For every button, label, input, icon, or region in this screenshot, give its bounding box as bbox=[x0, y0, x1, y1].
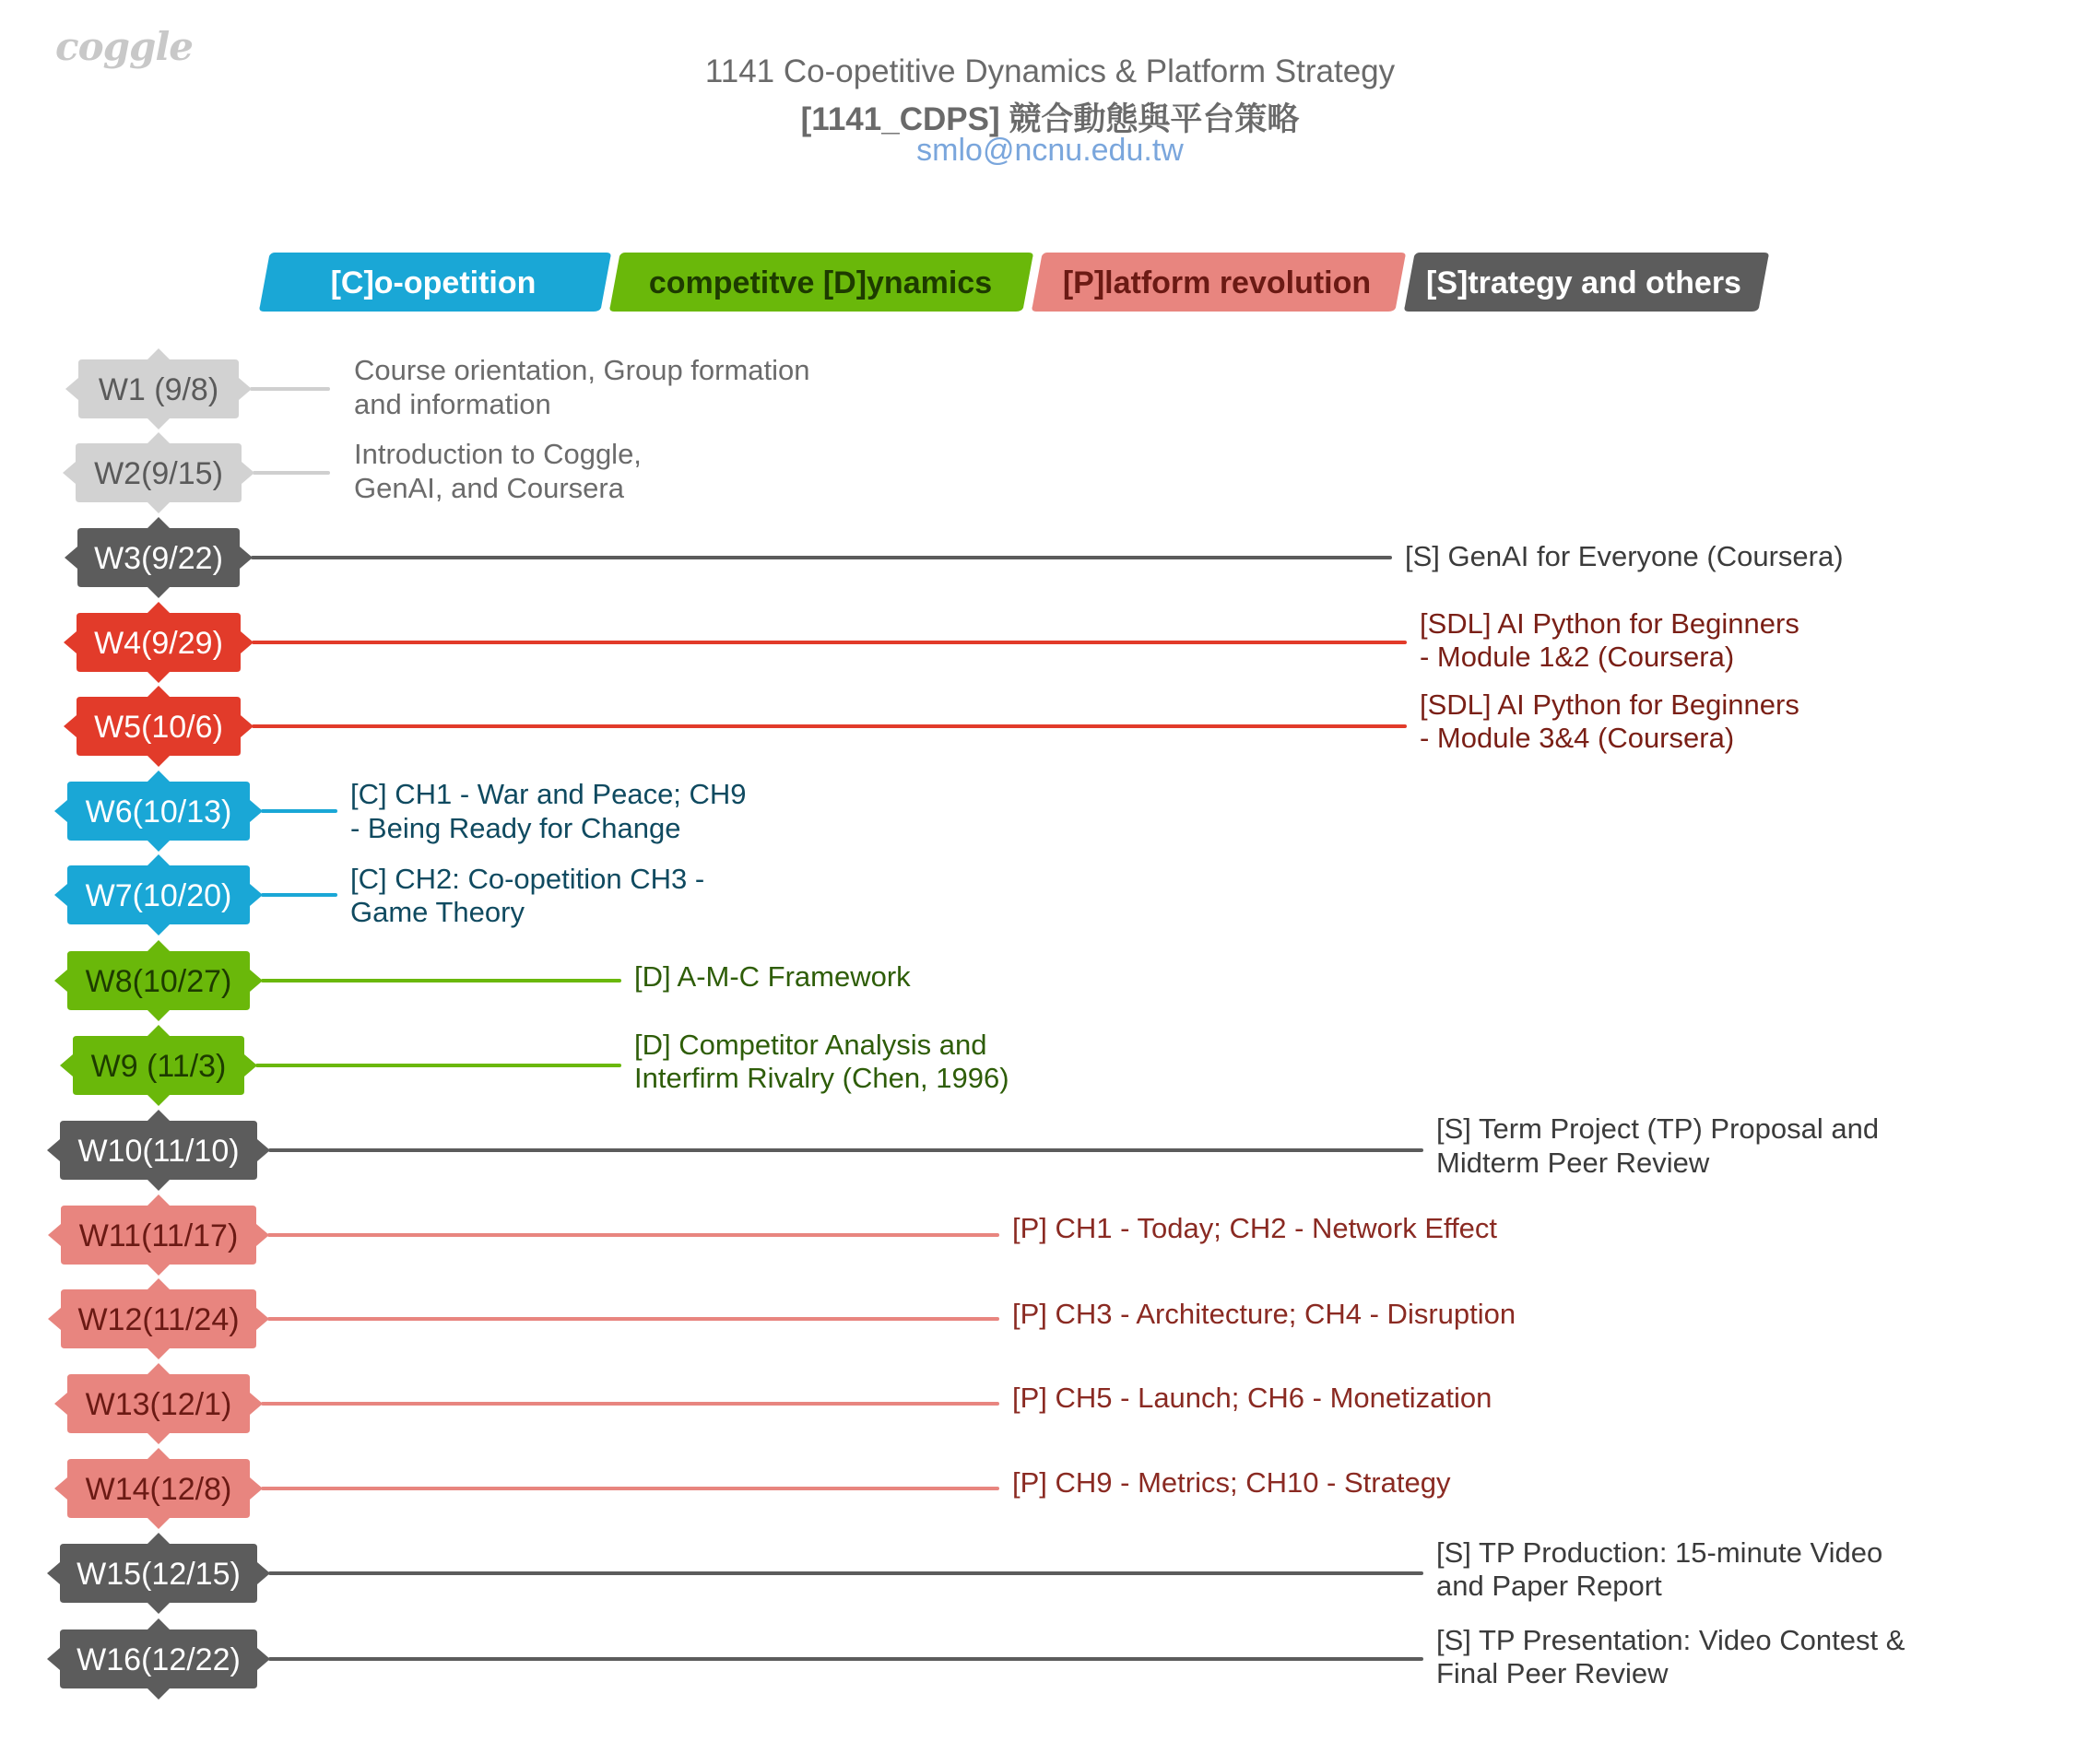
week-topic-text[interactable]: [S] Term Project (TP) Proposal and bbox=[1436, 1112, 1880, 1145]
week-topic-text[interactable]: - Being Ready for Change bbox=[350, 812, 681, 844]
week-topic-text[interactable]: GenAI, and Coursera bbox=[354, 472, 624, 504]
category-tab-label: [S]trategy and others bbox=[1426, 265, 1741, 300]
week-topic-text[interactable]: Interfirm Rivalry (Chen, 1996) bbox=[634, 1062, 1009, 1094]
week-node-2[interactable] bbox=[63, 432, 328, 513]
week-label: W14(12/8) bbox=[85, 1472, 232, 1507]
week-topic-text[interactable]: Game Theory bbox=[350, 896, 525, 928]
week-node-16[interactable] bbox=[47, 1618, 1422, 1700]
week-node-14[interactable] bbox=[54, 1448, 997, 1529]
category-tab-2[interactable] bbox=[1032, 253, 1406, 312]
category-tab-1[interactable] bbox=[610, 253, 1033, 312]
week-label: W16(12/22) bbox=[77, 1642, 241, 1677]
week-node-5[interactable] bbox=[64, 686, 1405, 767]
week-topic-text[interactable]: Midterm Peer Review bbox=[1436, 1147, 1710, 1179]
category-tab-0[interactable] bbox=[260, 253, 611, 312]
category-tab-label: [C]o-opetition bbox=[330, 265, 537, 300]
week-label: W12(11/24) bbox=[77, 1302, 240, 1337]
week-label: W4(9/29) bbox=[94, 626, 223, 661]
week-topic-text[interactable]: Introduction to Coggle, bbox=[354, 438, 642, 470]
week-node-4[interactable] bbox=[64, 602, 1405, 683]
week-node-6[interactable] bbox=[54, 771, 336, 852]
week-topic-text[interactable]: and information bbox=[354, 388, 551, 420]
week-topic-text[interactable]: [P] CH1 - Today; CH2 - Network Effect bbox=[1012, 1212, 1498, 1244]
week-node-8[interactable] bbox=[54, 940, 619, 1021]
map-title: 1141 Co-opetitive Dynamics & Platform Strategy bbox=[704, 53, 1396, 89]
week-topic-text[interactable]: [C] CH1 - War and Peace; CH9 bbox=[350, 778, 747, 810]
week-label: W6(10/13) bbox=[85, 794, 232, 829]
category-tab-3[interactable] bbox=[1405, 253, 1769, 312]
contact-email-link[interactable]: smlo@ncnu.edu.tw bbox=[916, 133, 1184, 168]
week-label: W9 (11/3) bbox=[90, 1049, 227, 1084]
week-label: W13(12/1) bbox=[85, 1387, 232, 1422]
week-node-9[interactable] bbox=[60, 1025, 619, 1106]
week-topic-text[interactable]: Final Peer Review bbox=[1436, 1657, 1669, 1689]
category-tab-label: [P]latform revolution bbox=[1062, 265, 1372, 300]
week-label: W5(10/6) bbox=[94, 710, 223, 745]
category-tab-label: competitve [D]ynamics bbox=[648, 265, 993, 300]
week-label: W11(11/17) bbox=[78, 1218, 239, 1253]
week-node-13[interactable] bbox=[54, 1363, 997, 1444]
week-label: W8(10/27) bbox=[85, 964, 232, 999]
week-topic-text[interactable]: [S] TP Production: 15-minute Video bbox=[1436, 1536, 1883, 1569]
week-topic-text[interactable]: and Paper Report bbox=[1436, 1570, 1662, 1602]
week-topic-text[interactable]: [SDL] AI Python for Beginners bbox=[1420, 607, 1799, 640]
week-node-7[interactable] bbox=[54, 854, 336, 935]
week-topic-text[interactable]: - Module 3&4 (Coursera) bbox=[1420, 722, 1735, 754]
week-label: W15(12/15) bbox=[77, 1557, 241, 1592]
week-node-12[interactable] bbox=[48, 1278, 997, 1359]
week-node-15[interactable] bbox=[47, 1533, 1422, 1614]
week-topic-text[interactable]: [D] A-M-C Framework bbox=[634, 960, 911, 993]
week-topic-text[interactable]: [C] CH2: Co-opetition CH3 - bbox=[350, 863, 705, 895]
week-topic-text[interactable]: [S] TP Presentation: Video Contest & bbox=[1436, 1624, 1905, 1656]
week-node-11[interactable] bbox=[48, 1194, 997, 1276]
week-node-1[interactable] bbox=[65, 348, 328, 429]
week-topic-text[interactable]: [P] CH9 - Metrics; CH10 - Strategy bbox=[1012, 1466, 1451, 1499]
week-node-3[interactable] bbox=[65, 517, 1390, 598]
week-label: W10(11/10) bbox=[77, 1134, 240, 1169]
week-label: W7(10/20) bbox=[85, 878, 232, 913]
coggle-logo: coggle bbox=[55, 24, 193, 69]
week-topic-text[interactable]: [S] GenAI for Everyone (Coursera) bbox=[1405, 540, 1844, 572]
week-label: W3(9/22) bbox=[94, 541, 223, 576]
week-topic-text[interactable]: [P] CH3 - Architecture; CH4 - Disruption bbox=[1012, 1298, 1516, 1330]
week-node-10[interactable] bbox=[47, 1110, 1422, 1191]
week-label: W1 (9/8) bbox=[98, 372, 219, 407]
week-topic-text[interactable]: Course orientation, Group formation bbox=[354, 354, 810, 386]
week-topic-text[interactable]: [D] Competitor Analysis and bbox=[634, 1029, 987, 1061]
week-topic-text[interactable]: - Module 1&2 (Coursera) bbox=[1420, 641, 1735, 673]
course-code: [1141_CDPS] 競合動態與平台策略 bbox=[800, 101, 1300, 137]
week-label: W2(9/15) bbox=[94, 456, 223, 491]
week-topic-text[interactable]: [P] CH5 - Launch; CH6 - Monetization bbox=[1012, 1382, 1492, 1414]
week-topic-text[interactable]: [SDL] AI Python for Beginners bbox=[1420, 688, 1799, 721]
